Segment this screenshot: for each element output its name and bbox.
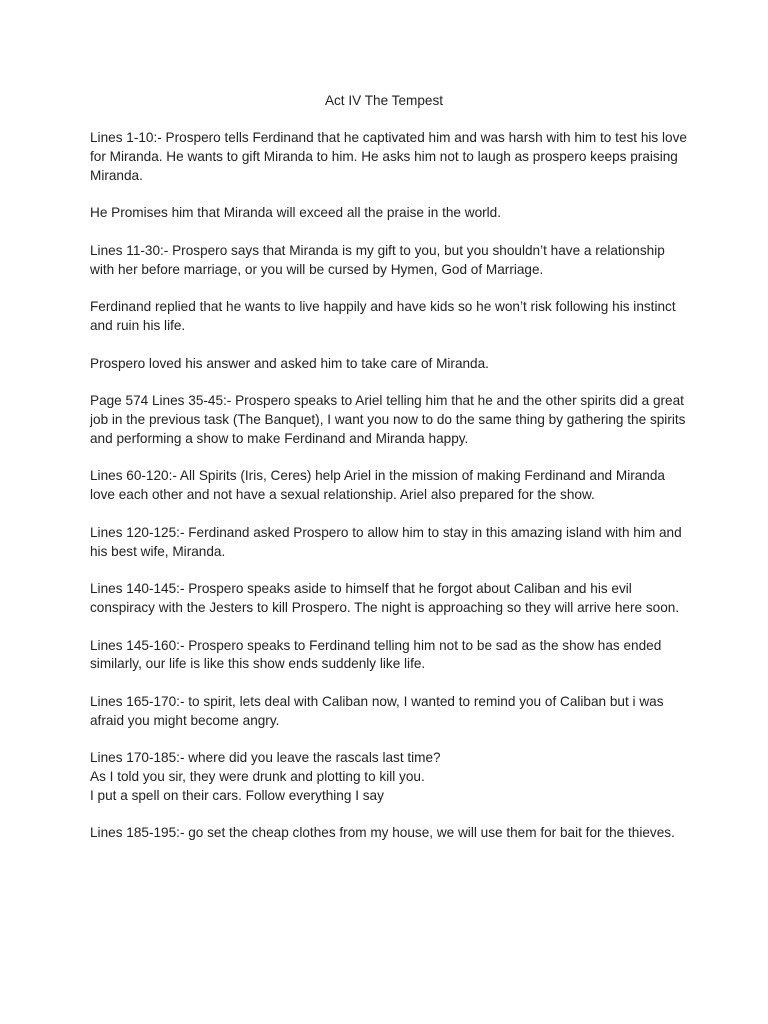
paragraph: He Promises him that Miranda will exceed all the praise in the world. xyxy=(90,205,502,221)
paragraph: Lines 11-30:- Prospero says that Miranda is my gift to you, but you shouldn’t have a relationship with her before marriage, or you will be cursed by Hymen, God of Marriage. xyxy=(90,242,665,277)
paragraph: Lines 185-195:- go set the cheap clothes from my house, we will use them for bait for the thieves. xyxy=(90,825,675,841)
document-title: Act IV The Tempest xyxy=(324,93,444,108)
document-body xyxy=(90,129,690,862)
paragraph: Lines 140-145:- Prospero speaks aside to himself that he forgot about Caliban and his evil conspiracy with the Jesters to kill Prospero. The night is approaching so they will arrive here soon. xyxy=(90,581,680,615)
paragraph: Ferdinand replied that he wants to live happily and have kids so he won’t risk following his instinct and ruin his life. xyxy=(90,299,676,333)
paragraph: Lines 170-185:- where did you leave the rascals last time? As I told you sir, they were drunk and plotting to kill you. I put a spell on their cars. Follow everything I say xyxy=(90,750,441,803)
paragraph: Lines 60-120:- All Spirits (Iris, Ceres) help Ariel in the mission of making Ferdinand and Miranda love each other and not have a sexual relationship. Ariel also prepared for the show. xyxy=(90,468,665,503)
paragraph: Lines 120-125:- Ferdinand asked Prospero to allow him to stay in this amazing island with him and his best wife, Miranda. xyxy=(90,524,682,559)
paragraph: Lines 165-170:- to spirit, lets deal with Caliban now, I wanted to remind you of Caliban but i was afraid you might become angry. xyxy=(90,693,664,728)
paragraph: Page 574 Lines 35-45:- Prospero speaks to Ariel telling him that he and the other spirits did a great job in the previous task (The Banquet), I want you now to do the same thing by gathering the spirits and performing a show to make Ferdinand and Miranda happy. xyxy=(90,393,686,446)
paragraph: Lines 1-10:- Prospero tells Ferdinand that he captivated him and was harsh with him to test his love for Miranda. He wants to gift Miranda to him. He asks him not to laugh as prospero keeps praising Miranda. xyxy=(90,130,687,183)
paragraph: Lines 145-160:- Prospero speaks to Ferdinand telling him not to be sad as the show has ended similarly, our life is like this show ends suddenly like life. xyxy=(90,637,662,672)
paragraph: Prospero loved his answer and asked him to take care of Miranda. xyxy=(90,355,489,371)
